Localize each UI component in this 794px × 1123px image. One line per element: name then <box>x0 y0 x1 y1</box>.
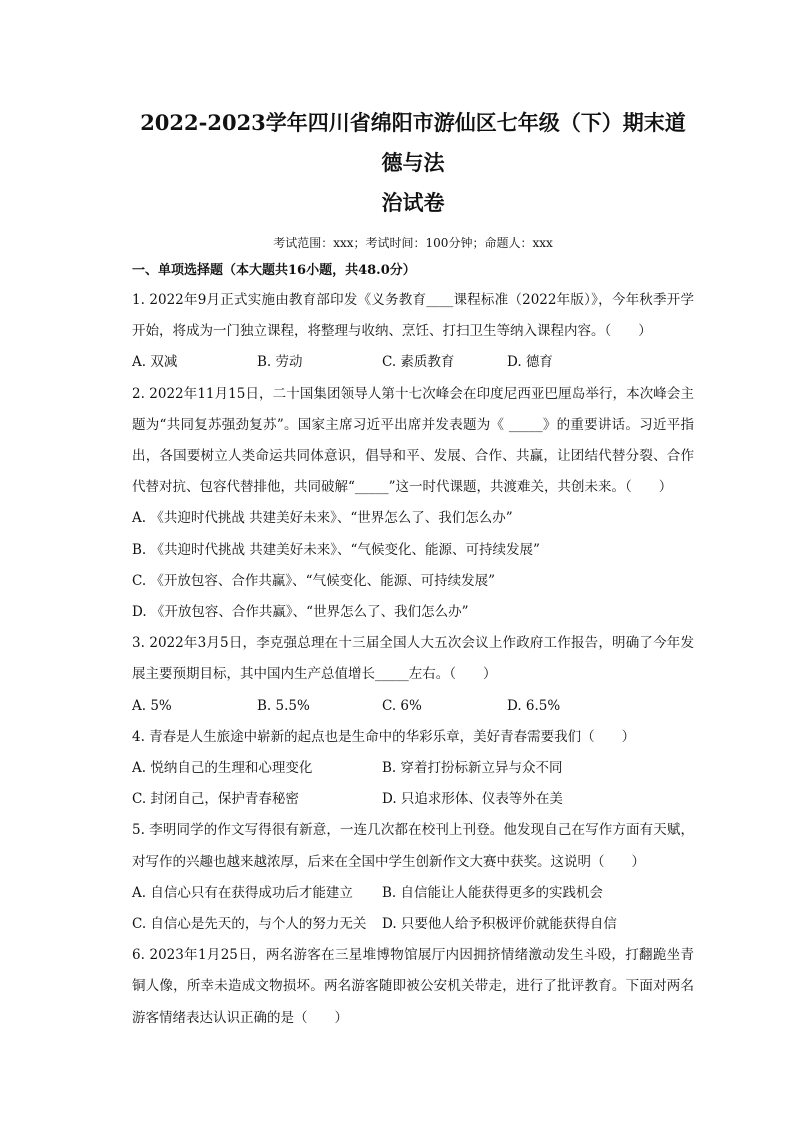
question-1 <box>132 285 694 379</box>
option-a: A. 双减 <box>132 354 178 371</box>
option-d: D. 只要他人给予积极评价就能获得自信 <box>382 916 617 933</box>
option-c: C. 6% <box>382 697 422 714</box>
title-line-2: 治试卷 <box>381 190 445 215</box>
option-c: C. 《开放包容、合作共赢》、“气候变化、能源、可持续发展” <box>132 572 495 589</box>
options <box>132 753 694 815</box>
option-a: A. 5% <box>132 697 172 714</box>
option-a: A. 悦纳自己的生理和心理变化 <box>132 760 313 777</box>
question-stem: 5. 李明同学的作文写得很有新意，一连几次都在校刊上刊登。他发现自己在写作方面有天赋，对写作的兴趣也越来越浓厚，后来在全国中学生创新作文大赛中获奖。这说明（ ） <box>132 822 694 870</box>
question-2 <box>132 379 694 629</box>
question-stem: 3. 2022年3月5日，李克强总理在十三届全国人大五次会议上作政府工作报告，明确了今年发展主要预期目标，其中国内生产总值增长_____左右。（ ） <box>132 635 694 683</box>
option-c: C. 封闭自己，保护青春秘密 <box>132 791 299 808</box>
question-4 <box>132 722 694 816</box>
options <box>132 347 694 378</box>
option-b: B. 穿着打扮标新立异与众不同 <box>382 760 563 777</box>
options <box>132 691 694 722</box>
option-d: D. 只追求形体、仪表等外在美 <box>382 791 563 808</box>
question-stem: 4. 青春是人生旅途中崭新的起点也是生命中的华彩乐章，美好青春需要我们（ ） <box>132 728 636 745</box>
option-d: D. 德育 <box>507 354 553 371</box>
option-a: A. 自信心只有在获得成功后才能建立 <box>132 884 353 901</box>
page-title <box>132 0 694 223</box>
title-line-1: 2022-2023学年四川省绵阳市游仙区七年级（下）期末道德与法 <box>140 110 686 175</box>
option-b: B. 劳动 <box>257 354 303 371</box>
option-b: B. 《共迎时代挑战 共建美好未来》、“气候变化、能源、可持续发展” <box>132 541 540 558</box>
options <box>132 878 694 940</box>
question-stem: 2. 2022年11月15日，二十国集团领导人第十七次峰会在印度尼西亚巴厘岛举行，本次峰会主题为“共同复苏强劲复苏”。国家主席习近平出席并发表题为《 _____》的重要讲话。习近平指出，各国要树立人类命运共同体意识，倡导和平、发展、合作、共赢，让团结代替分裂、合作代替对抗、包容代替排他，共同破解“_____”这一时代课题，共渡难关，共创未来。（ ） <box>132 385 694 496</box>
question-5 <box>132 815 694 940</box>
option-d: D. 《开放包容、合作共赢》、“世界怎么了、我们怎么办” <box>132 604 469 621</box>
option-b: B. 自信能让人能获得更多的实践机会 <box>382 884 604 901</box>
question-3 <box>132 628 694 722</box>
option-c: C. 素质教育 <box>382 354 455 371</box>
option-a: A. 《共迎时代挑战 共建美好未来》、“世界怎么了、我们怎么办” <box>132 510 513 527</box>
exam-info: 考试范围：xxx；考试时间：100分钟；命题人：xxx <box>273 236 553 250</box>
question-6 <box>132 940 694 1034</box>
options <box>132 503 694 628</box>
question-stem: 6. 2023年1月25日，两名游客在三星堆博物馆展厅内因拥挤情绪激动发生斗殴，打翻跪坐青铜人像，所幸未造成文物损坏。两名游客随即被公安机关带走，进行了批评教育。下面对两名游客情绪表达认识正确的是（ ） <box>132 947 694 1026</box>
option-d: D. 6.5% <box>507 697 561 714</box>
question-stem: 1. 2022年9月正式实施由教育部印发《义务教育____课程标准（2022年版）》，今年秋季开学开始，将成为一门独立课程，将整理与收纳、烹饪、打扫卫生等纳入课程内容。（ ） <box>132 292 694 340</box>
section-heading: 一、单项选择题（本大题共16小题，共48.0分） <box>132 263 416 278</box>
option-b: B. 5.5% <box>257 697 310 714</box>
option-c: C. 自信心是先天的，与个人的努力无关 <box>132 916 367 933</box>
